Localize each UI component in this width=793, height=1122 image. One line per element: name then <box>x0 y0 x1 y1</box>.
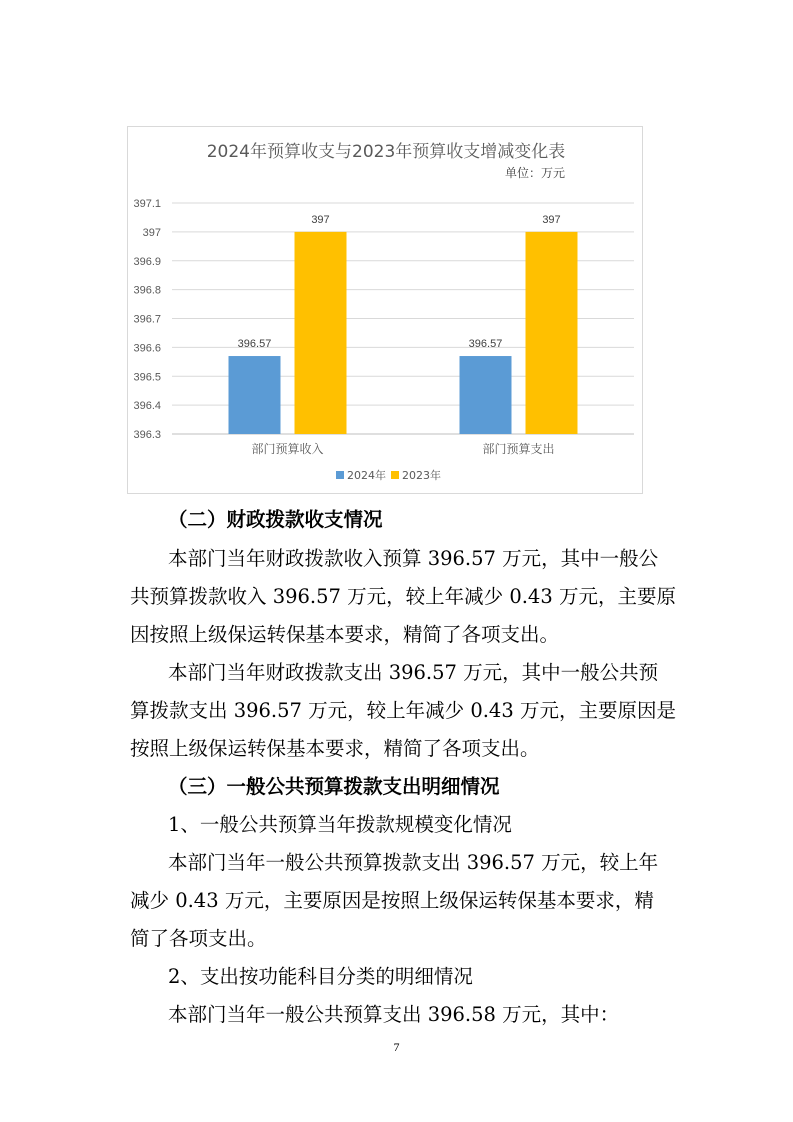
y-tick-label: 397 <box>142 226 161 239</box>
data-label: 397 <box>311 213 330 226</box>
paragraph-3-line-1: 本部门当年一般公共预算拨款支出 396.57 万元，较上年 <box>168 851 659 874</box>
paragraph-1-line-1: 本部门当年财政拨款收入预算 396.57 万元，其中一般公 <box>168 547 659 570</box>
page-number: 7 <box>393 1040 400 1054</box>
data-label: 396.57 <box>237 338 272 351</box>
y-tick-label: 396.7 <box>133 313 161 326</box>
y-tick-label: 396.3 <box>133 429 161 441</box>
bar <box>229 356 281 434</box>
y-tick-label: 397.1 <box>133 198 161 210</box>
paragraph-3-line-3: 简了各项支出。 <box>130 927 267 950</box>
paragraph-2-line-1: 本部门当年财政拨款支出 396.57 万元，其中一般公共预 <box>168 661 659 684</box>
paragraph-1-line-2: 共预算拨款收入 396.57 万元，较上年减少 0.43 万元，主要原 <box>130 585 676 608</box>
x-category-label: 部门预算收入 <box>251 442 324 456</box>
y-axis-ticks <box>133 198 161 441</box>
bar <box>526 232 578 434</box>
paragraph-1-line-3: 因按照上级保运转保基本要求，精简了各项支出。 <box>130 623 560 646</box>
data-label: 397 <box>542 213 561 226</box>
section-heading-2: （二）财政拨款收支情况 <box>168 508 383 531</box>
bar <box>460 356 512 434</box>
paragraph-2-line-2: 算拨款支出 396.57 万元，较上年减少 0.43 万元，主要原因是 <box>130 699 676 722</box>
y-tick-label: 396.5 <box>133 371 161 384</box>
budget-chart <box>127 126 643 494</box>
legend-label: 2024年 <box>347 469 386 482</box>
data-labels <box>238 214 561 350</box>
chart-canvas <box>128 127 644 495</box>
y-tick-label: 396.6 <box>133 342 161 355</box>
paragraph-4-line-1: 本部门当年一般公共预算支出 396.58 万元，其中： <box>168 1003 620 1026</box>
y-tick-label: 396.4 <box>133 400 161 413</box>
legend-label: 2023年 <box>402 469 441 482</box>
x-category-label: 部门预算支出 <box>482 442 555 456</box>
bar <box>295 232 347 434</box>
chart-title: 2024年预算收支与2023年预算收支增减变化表 <box>206 142 566 162</box>
section-heading-3: （三）一般公共预算拨款支出明细情况 <box>168 775 500 798</box>
legend-swatch <box>391 471 399 479</box>
chart-unit-note: 单位：万元 <box>504 166 565 180</box>
subheading-2: 2、支出按功能科目分类的明细情况 <box>168 965 473 988</box>
bars <box>229 232 578 434</box>
y-tick-label: 396.9 <box>133 255 161 268</box>
paragraph-2-line-3: 按照上级保运转保基本要求，精简了各项支出。 <box>130 737 540 760</box>
subheading-1: 1、一般公共预算当年拨款规模变化情况 <box>168 813 512 836</box>
data-label: 396.57 <box>468 338 503 351</box>
legend <box>336 468 441 482</box>
y-tick-label: 396.8 <box>133 284 161 297</box>
x-axis-categories <box>251 441 554 456</box>
legend-swatch <box>336 471 344 479</box>
paragraph-3-line-2: 减少 0.43 万元，主要原因是按照上级保运转保基本要求，精 <box>130 889 654 912</box>
